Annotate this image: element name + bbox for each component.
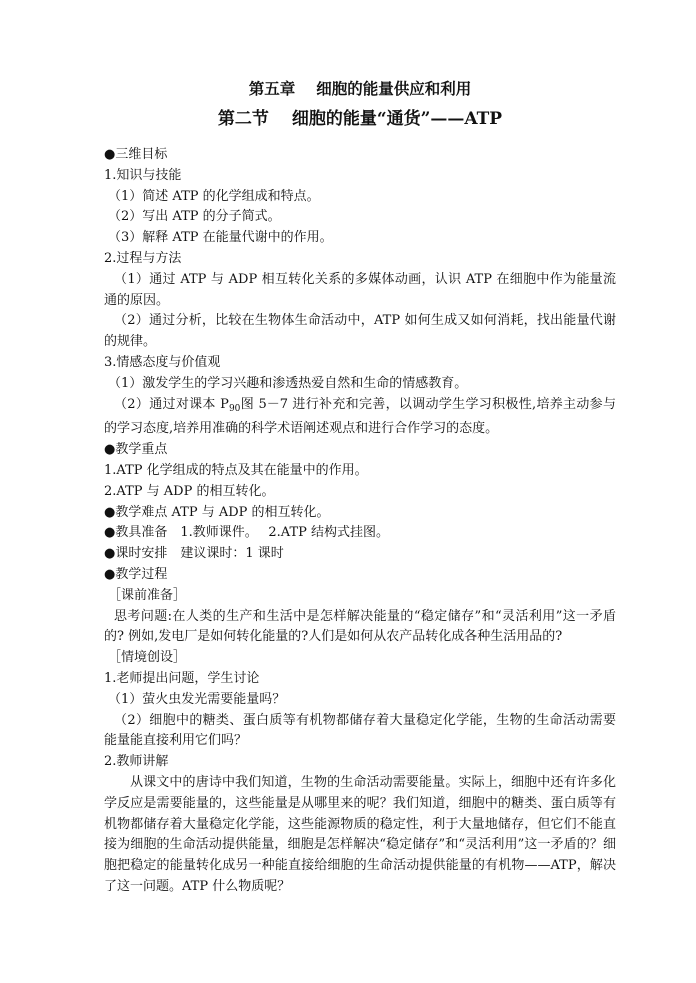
key-point-2: 2.ATP 与 ADP 的相互转化。 xyxy=(104,483,275,499)
page-number-subscript: 90 xyxy=(228,403,241,414)
section-title: 第二节 细胞的能量“通货”——ATP xyxy=(217,109,503,129)
knowledge-item-3: （3）解释 ATP 在能量代谢中的作用。 xyxy=(108,230,333,246)
attitude-item-2-pre: （2）通过对课本 P xyxy=(114,396,229,412)
chapter-title: 第五章 细胞的能量供应和利用 xyxy=(248,79,472,98)
process-method-item-2: （2）通过分析，比较在生物体生命活动中，ATP 如何生成又如何消耗，找出能量代谢的规律。 xyxy=(104,313,616,350)
scenario-question-2: （2）细胞中的糖类、蛋白质等有机物都储存着大量稳定化学能，生物的生命活动需要能量能直接利用它们吗？ xyxy=(104,712,616,749)
attitude-item-1: （1）激发学生的学习兴趣和渗透热爱自然和生命的情感教育。 xyxy=(108,375,468,391)
knowledge-item-2: （2）写出 ATP 的分子简式。 xyxy=(108,209,281,225)
attitude-item-2-post: 图 5－7 进行补充和完善，以调动学生学习积极性,培养主动参与的学习态度,培养用准确的科学术语阐述观点和进行合作学习的态度。 xyxy=(104,396,616,437)
lecture-text: 从课文中的唐诗中我们知道，生物的生命活动需要能量。实际上，细胞中还有许多化学反应是需要能量的，这些能量是从哪里来的呢？我们知道，细胞中的糖类、蛋白质等有机物都储存着大量稳定化学能，这些能源物质的稳定性，利于大量地储存，但它们不能直接为细胞的生命活动提供能量，细胞是怎样解决“稳定储存”和“灵活利用”这一矛盾的？细胞把稳定的能量转化成另一种能直接给细胞的生命活动提供能量的有机物——ATP，解决了这一问题。ATP 什么物质呢？ xyxy=(104,774,616,894)
knowledge-heading: 1.知识与技能 xyxy=(104,167,182,183)
scenario-sub-1: 1.老师提出问题，学生讨论 xyxy=(104,670,260,686)
scenario-heading: ［情境创设］ xyxy=(108,650,187,666)
attitude-heading: 3.情感态度与价值观 xyxy=(104,354,221,370)
pre-class-text: 思考问题:在人类的生产和生活中是怎样解决能量的“稳定储存”和“灵活利用”这一矛盾的? 例如,发电厂是如何转化能量的?人们是如何从农产品转化成各种生活用品的? xyxy=(104,608,616,645)
attitude-item-2 xyxy=(104,395,616,441)
document-page xyxy=(104,78,616,898)
teaching-difficulty: ●教学难点 ATP 与 ADP 的相互转化。 xyxy=(104,504,330,520)
pre-class-heading: ［课前准备］ xyxy=(108,587,187,603)
key-points-heading: ●教学重点 xyxy=(104,442,168,458)
knowledge-item-1: （1）简述 ATP 的化学组成和特点。 xyxy=(108,188,320,204)
process-method-item-1: （1）通过 ATP 与 ADP 相互转化关系的多媒体动画，认识 ATP 在细胞中作为能量流通的原因。 xyxy=(104,271,616,308)
teaching-tools: ●教具准备 1.教师课件。 2.ATP 结构式挂图。 xyxy=(104,525,390,541)
objectives-heading: ●三维目标 xyxy=(104,147,168,162)
teaching-process-heading: ●教学过程 xyxy=(104,566,168,582)
process-method-heading: 2.过程与方法 xyxy=(104,250,182,266)
key-point-1: 1.ATP 化学组成的特点及其在能量中的作用。 xyxy=(104,462,368,478)
scenario-question-1: （1）萤火虫发光需要能量吗？ xyxy=(108,691,286,707)
class-schedule: ●课时安排 建议课时：1 课时 xyxy=(104,546,284,562)
scenario-sub-2: 2.教师讲解 xyxy=(104,754,169,770)
